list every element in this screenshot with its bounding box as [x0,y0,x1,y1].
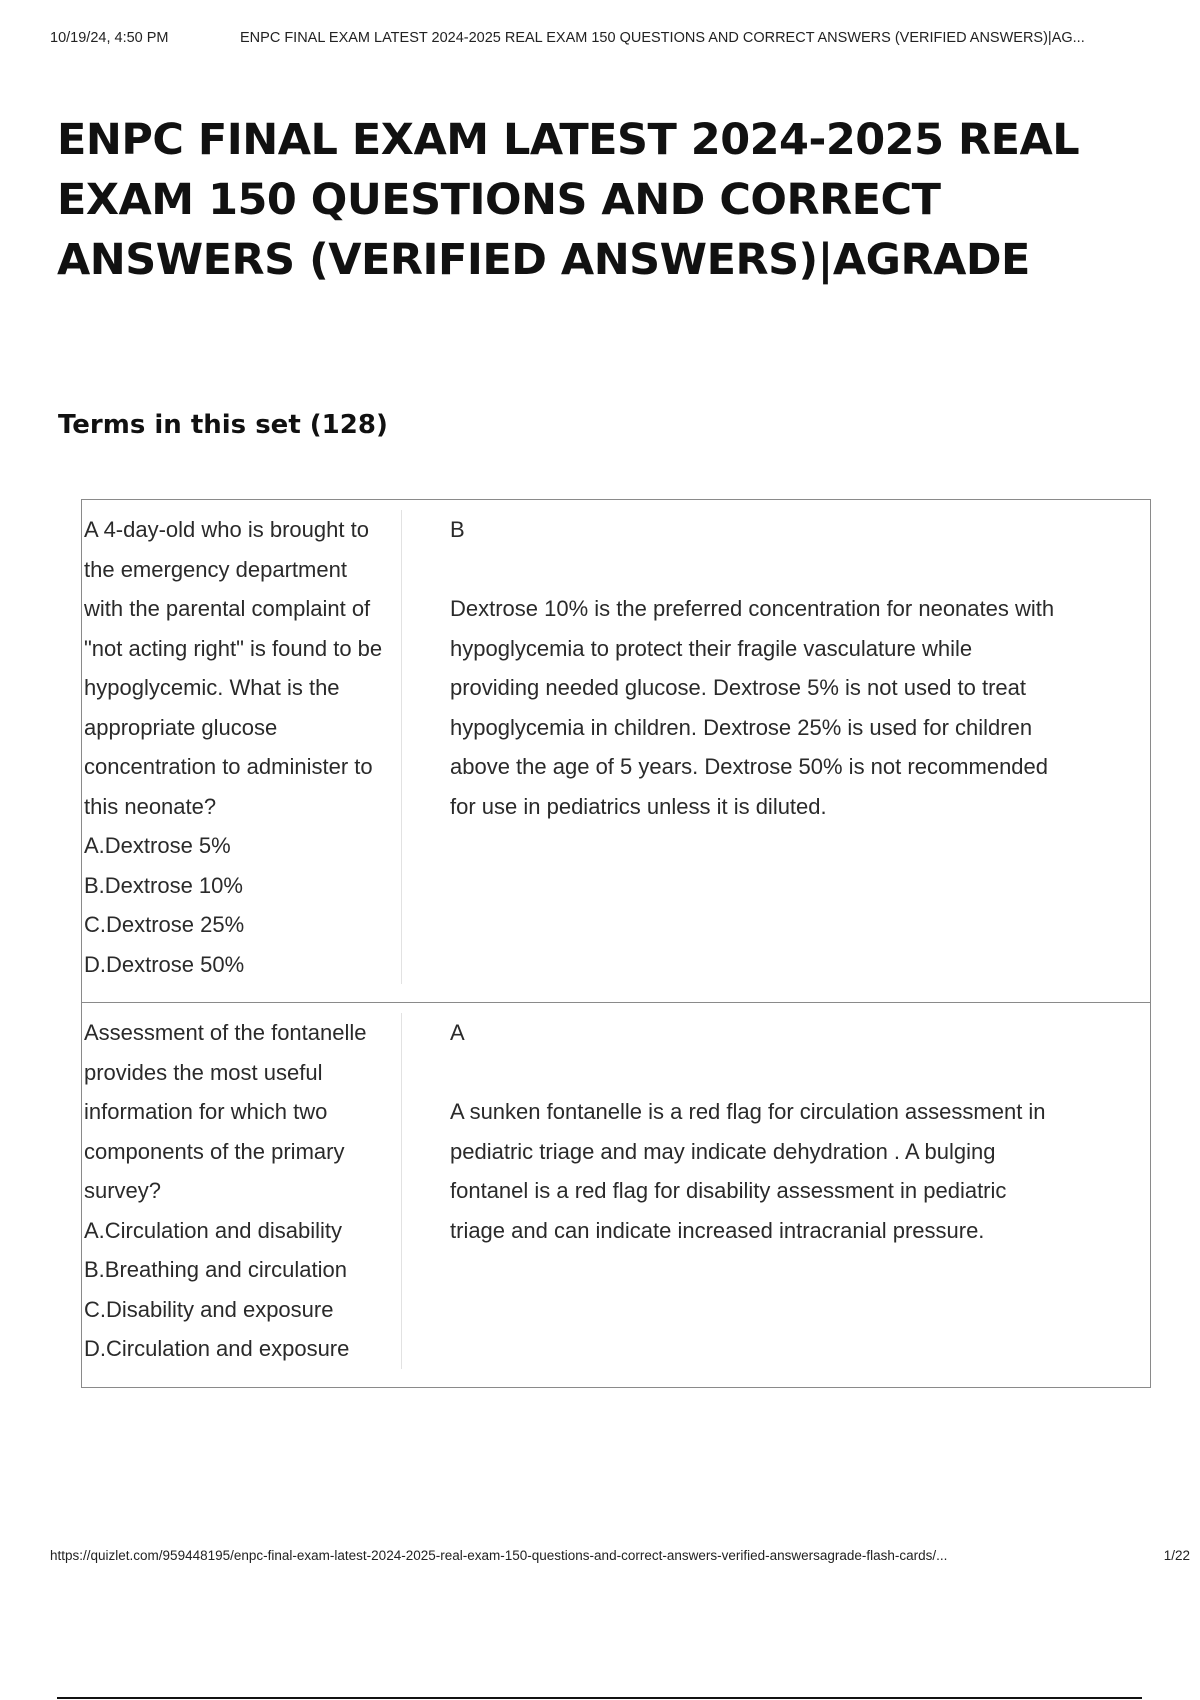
option-a: A.Dextrose 5% [84,833,231,858]
flashcard [82,500,1150,1002]
option-b: B.Dextrose 10% [84,872,243,898]
card-explanation: Dextrose 10% is the preferred concentration for neonates with hypoglycemia to protect their fragile vasculature while providing needed glucose. Dextrose 5% is not used to treat hypoglycemia in children. Dextrose 25% is used for children above the age of 5 years. Dextrose 50% is not recommended for use in pediatrics unless it is diluted. [450,596,1055,819]
card-answer: B [450,517,465,542]
option-d: D.Circulation and exposure [84,1336,350,1361]
option-c: C.Disability and exposure [84,1296,334,1322]
divider [57,1697,1142,1699]
print-date: 10/19/24, 4:50 PM [50,30,169,46]
card-explanation: A sunken fontanelle is a red flag for circulation assessment in pediatric triage and may indicate dehydration . A bulging fontanel is a red flag for disability assessment in pediatric triage and can indicate increased intracranial pressure. [450,1099,1046,1243]
terms-heading: Terms in this set (128) [58,410,388,440]
flashcard [82,1002,1150,1387]
page-title: ENPC FINAL EXAM LATEST 2024-2025 REAL EXAM 150 QUESTIONS AND CORRECT ANSWERS (VERIFIED ANSWERS)|AGRADE [57,115,1080,285]
option-d: D.Dextrose 50% [84,951,245,977]
card-term [82,510,402,984]
page-number: 1/22 [1163,1548,1190,1563]
print-doc-title: ENPC FINAL EXAM LATEST 2024-2025 REAL EXAM 150 QUESTIONS AND CORRECT ANSWERS (VERIFIED ANSWERS)|AG... [240,30,1085,46]
card-question: A 4-day-old who is brought to the emergency department with the parental complaint of "not acting right" is found to be hypoglycemic. What is the appropriate glucose concentration to administer to this neonate? [84,517,383,819]
option-c: C.Dextrose 25% [84,912,245,937]
card-question: Assessment of the fontanelle provides the most useful information for which two components of the primary survey? [84,1020,367,1203]
card-definition [402,510,1150,984]
page-url: https://quizlet.com/959448195/enpc-final-exam-latest-2024-2025-real-exam-150-questions-and-correct-answers-verified-answersagrade-flash-cards/... [50,1548,948,1563]
option-a: A.Circulation and disability [84,1217,343,1243]
flashcard-list [81,499,1151,1388]
card-answer: A [450,1020,465,1045]
card-term [82,1013,402,1369]
card-definition [402,1013,1150,1369]
option-b: B.Breathing and circulation [84,1257,347,1282]
